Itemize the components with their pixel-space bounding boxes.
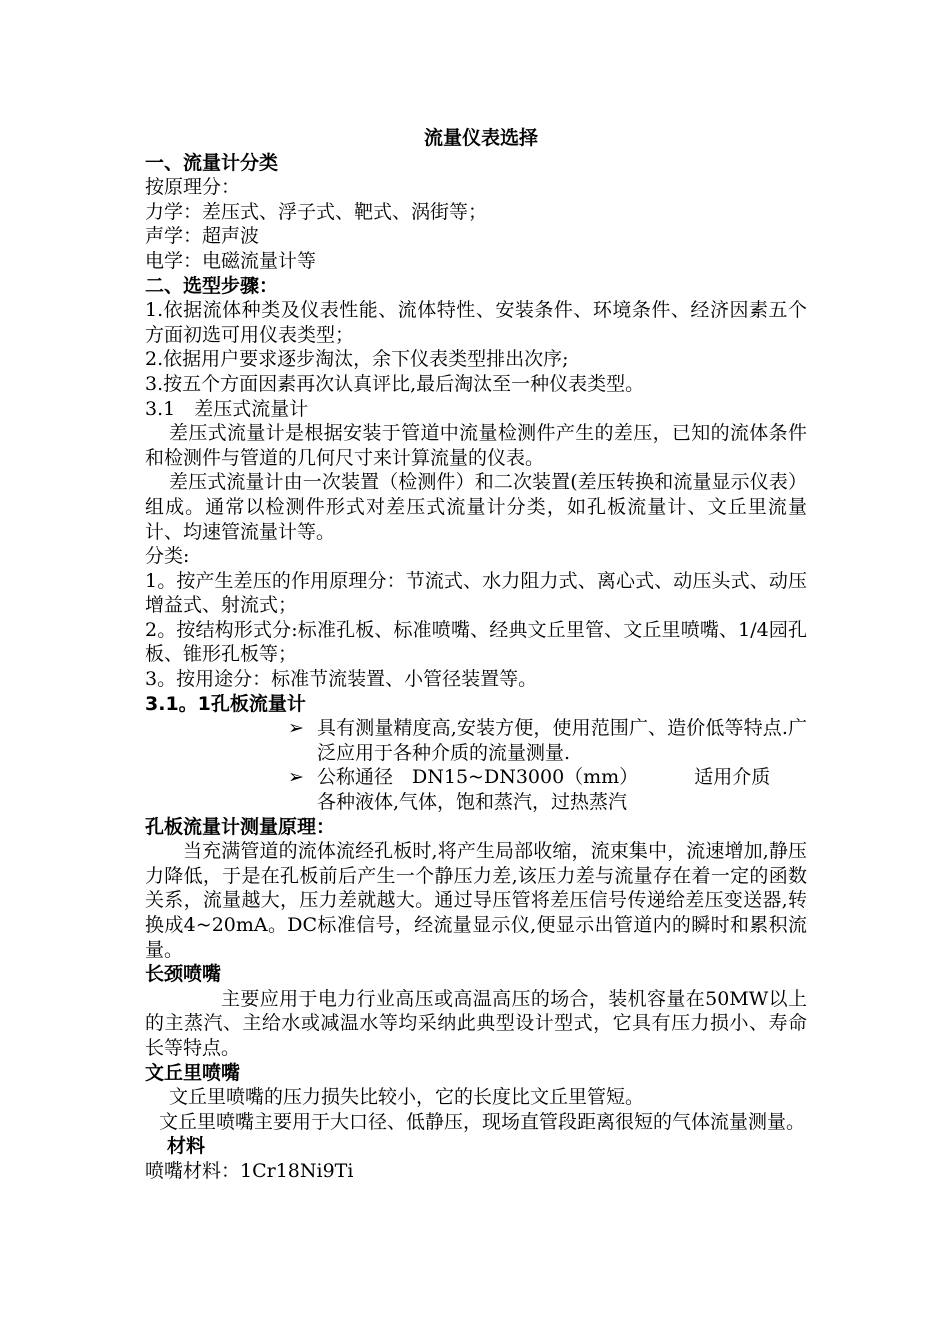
step-item: 1.依据流体种类及仪表性能、流体特性、安装条件、环境条件、经济因素五个方面初选可用仪表类型； [145, 299, 807, 346]
classification-item: 3。按用途分：标准节流装置、小管径装置等。 [145, 668, 538, 691]
list-item [145, 765, 807, 814]
paragraph: 文丘里喷嘴的压力损失比较小，它的长度比文丘里管短。 [169, 1086, 645, 1109]
text-line: 电学：电磁流量计等 [145, 249, 317, 272]
classification-item: 2。按结构形式分:标准孔板、标准喷嘴、经典文丘里管、文丘里喷嘴、1/4园孔板、锥形孔板等； [145, 618, 807, 666]
section-heading-venturi-nozzle: 文丘里喷嘴 [145, 1061, 241, 1084]
paragraph: 当充满管道的流体流经孔板时,将产生局部收缩，流束集中，流速增加,静压力降低，于是在孔板前后产生一个静压力差,该压力差与流量存在着一定的函数关系，流量越大，压力差就越大。通过导压管将差压信号传递给差压变送器,转换成4~20mA。DC标准信号，经流量显示仪,便显示出管道内的瞬时和累积流量。 [145, 840, 807, 961]
page-title: 流量仪表选择 [423, 127, 538, 149]
list-item-text: 具有测量精度高,安装方便，使用范围广、造价低等特点.广泛应用于各种介质的流量测量. [317, 717, 807, 764]
nominal-diameter-text: 公称通径 DN15~DN3000（mm） [317, 766, 639, 789]
subsection-heading-dp-flowmeter: 3.1 差压式流量计 [145, 397, 309, 420]
medium-label: 适用介质 [694, 766, 771, 789]
section-heading-selection-steps: 二、选型步骤： [145, 274, 279, 297]
material-line: 喷嘴材料：1Cr18Ni9Ti [145, 1159, 354, 1182]
text-line: 按原理分： [145, 176, 241, 199]
paragraph: 主要应用于电力行业高压或高温高压的场合，装机容量在50MW以上的主蒸汽、主给水或减温水等均采纳此典型设计型式，它具有压力损小、寿命长等特点。 [145, 987, 807, 1059]
classification-item: 1。按产生差压的作用原理分：节流式、水力阻力式、离心式、动压头式、动压增益式、射流式； [145, 569, 807, 617]
classification-label: 分类: [145, 545, 190, 568]
section-heading-orifice-principle: 孔板流量计测量原理： [145, 815, 336, 838]
paragraph: 差压式流量计是根据安装于管道中流量检测件产生的差压，已知的流体条件和检测件与管道的几何尺寸来计算流量的仪表。 [145, 422, 807, 469]
list-item [145, 716, 807, 765]
paragraph: 差压式流量计由一次装置（检测件）和二次装置(差压转换和流量显示仪表）组成。通常以检测件形式对差压式流量计分类，如孔板流量计、文丘里流量计、均速管流量计等。 [145, 471, 807, 543]
medium-text: 各种液体,气体，饱和蒸汽，过热蒸汽 [317, 791, 628, 814]
feature-list [145, 716, 807, 814]
section-heading-material: 材料 [167, 1135, 206, 1158]
text-line: 声学：超声波 [145, 225, 260, 248]
document-body [145, 126, 807, 1184]
arrow-bullet-icon: ➢ [288, 717, 304, 740]
section-heading-long-radius-nozzle: 长颈喷嘴 [145, 963, 222, 986]
step-item: 3.按五个方面因素再次认真评比,最后淘汰至一种仪表类型。 [145, 372, 645, 395]
section-heading-classification: 一、流量计分类 [145, 151, 279, 174]
subsection-heading-orifice-flowmeter: 3.1。1孔板流量计 [145, 692, 306, 715]
arrow-bullet-icon: ➢ [288, 766, 304, 789]
paragraph: 文丘里喷嘴主要用于大口径、低静压，现场直管段距离很短的气体流量测量。 [159, 1110, 806, 1133]
step-item: 2.依据用户要求逐步淘汰，余下仪表类型排出次序; [145, 348, 569, 371]
text-line: 力学：差压式、浮子式、靶式、涡街等； [145, 200, 488, 223]
